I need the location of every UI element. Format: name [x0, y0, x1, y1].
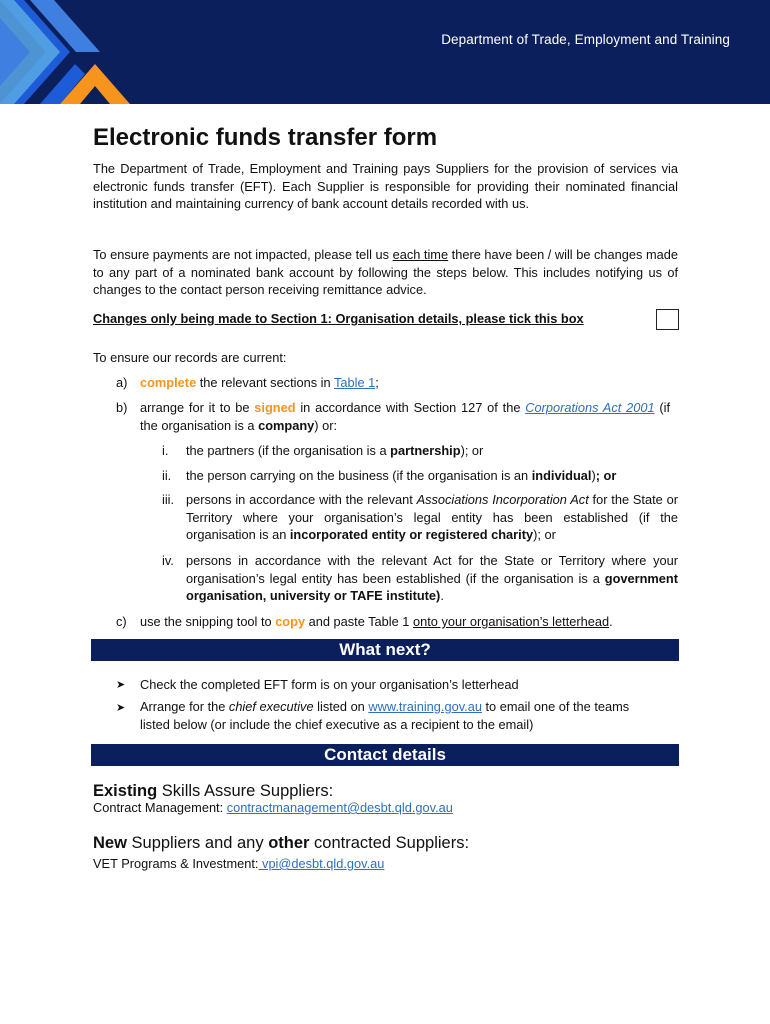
sub-ii-bold-end: ; or [595, 468, 617, 483]
what-next-bullet-1: Check the completed EFT form is on your organisation’s letterhead [140, 677, 519, 692]
sub-iii-text2: for the State or Territory where your organisation’s legal entity has been established (if the organisation is an [186, 492, 678, 543]
contract-management-label: Contract Management: [93, 800, 227, 815]
sub-iii-text: persons in accordance with the relevant [186, 492, 417, 507]
sub-i-bold: partnership [390, 443, 461, 458]
vet-programs-label: VET Programs & Investment: [93, 856, 259, 871]
sub-ii-end: ) [591, 468, 596, 483]
sub-iii [186, 491, 678, 544]
intro-para2-end: there have been / will be changes made to any part of a nominated bank account by following the steps below. This includes notifying us of changes to the contact person receiving remittance advice. [93, 247, 678, 298]
sub-ii [186, 467, 678, 485]
intro-paragraph-1: The Department of Trade, Employment and Training pays Suppliers for the provision of services via electronic funds transfer (EFT). Each Supplier is responsible for providing their nominated financial institution and maintaining currency of bank account details recorded with us. [93, 161, 678, 212]
page-title: Electronic funds transfer form [93, 124, 438, 151]
new-mid: Suppliers and any [126, 834, 269, 852]
table-1-link[interactable]: Table 1 [333, 375, 376, 390]
step-c-mid: and paste Table 1 [305, 614, 413, 629]
step-b-end: ) or: [314, 417, 338, 433]
other-bold: other [268, 834, 310, 852]
new-bold: New [93, 834, 127, 852]
step-c [140, 613, 678, 631]
sub-iii-bold: incorporated entity or registered charity [289, 527, 534, 543]
sub-iii-marker: iii. [162, 492, 175, 507]
bullet-2-end: to email one of the teams listed below (or include the chief executive as a recipient to the email) [140, 699, 630, 732]
step-b-start: arrange for it to be [140, 400, 255, 415]
sub-iv-bold: government organisation, university or TAFE institute) [186, 570, 678, 604]
tick-label: Changes only being made to Section 1: Organisation details, please tick this box [93, 311, 584, 326]
training-gov-link[interactable]: www.training.gov.au [368, 699, 482, 714]
step-b-highlight: signed [254, 400, 296, 415]
sub-i [186, 442, 678, 460]
what-next-heading: What next? [91, 639, 679, 661]
existing-rest: Skills Assure Suppliers: [157, 782, 334, 800]
sub-i-end: ); or [460, 443, 484, 458]
sub-iv-end: . [440, 588, 444, 604]
step-a-highlight: complete [140, 375, 197, 390]
corporations-act-link[interactable]: Corporations Act 2001 [525, 400, 655, 415]
sub-iii-end: ); or [533, 527, 556, 543]
step-b-mid: in accordance with Section 127 of the [295, 400, 526, 415]
vpi-email-link[interactable]: vpi@desbt.qld.gov.au [258, 856, 385, 871]
sub-ii-bold: individual [531, 468, 592, 483]
bullet-2-italic: chief executive [228, 699, 314, 714]
sub-i-marker: i. [162, 443, 169, 458]
sub-ii-text: the person carrying on the business (if the organisation is an [186, 468, 532, 483]
bullet-2-mid: listed on [313, 699, 369, 714]
contract-management-email-link[interactable]: contractmanagement@desbt.qld.gov.au [226, 800, 453, 815]
steps-lead: To ensure our records are current: [93, 350, 287, 365]
step-a-text: the relevant sections in [196, 375, 334, 390]
step-a [140, 374, 678, 392]
new-rest: contracted Suppliers: [309, 834, 470, 852]
step-b-bold: company [258, 417, 315, 433]
step-a-marker: a) [116, 375, 128, 390]
step-b-mid2: (if the organisation is a [140, 400, 671, 433]
step-b [140, 399, 670, 434]
existing-bold: Existing [93, 782, 158, 800]
new-suppliers-heading [93, 834, 469, 853]
sub-iii-italic: Associations Incorporation Act [416, 492, 589, 507]
sub-iv-marker: iv. [162, 553, 174, 568]
brand-chevron-graphic [0, 0, 140, 104]
intro-paragraph-2 [93, 246, 678, 299]
department-name: Department of Trade, Employment and Training [441, 32, 730, 47]
vet-programs-line [93, 856, 384, 871]
sub-i-text: the partners (if the organisation is a [186, 443, 391, 458]
step-c-underlined: onto your organisation’s letterhead [412, 614, 610, 629]
step-c-start: use the snipping tool to [140, 614, 276, 629]
intro-para2-underlined: each time [392, 247, 449, 262]
arrow-bullet-icon: ➤ [116, 679, 126, 691]
what-next-bullet-2 [140, 698, 650, 733]
sub-ii-marker: ii. [162, 468, 172, 483]
existing-suppliers-heading [93, 782, 333, 801]
header-banner [0, 0, 770, 104]
contact-details-heading: Contact details [91, 744, 679, 766]
sub-iv-text: persons in accordance with the relevant Act for the State or Territory where your organisation’s legal entity has been established (if the organisation is a [186, 553, 678, 586]
step-b-marker: b) [116, 400, 128, 415]
arrow-bullet-icon: ➤ [116, 702, 126, 714]
step-c-marker: c) [116, 614, 127, 629]
step-c-end: . [609, 614, 613, 629]
sub-iv [186, 552, 678, 605]
bullet-2-start: Arrange for the [140, 699, 229, 714]
intro-para2-start: To ensure payments are not impacted, please tell us [93, 247, 393, 262]
step-c-highlight: copy [275, 614, 306, 629]
contract-management-line [93, 800, 453, 815]
step-a-end: ; [375, 375, 379, 390]
section1-changes-checkbox[interactable] [656, 309, 679, 330]
